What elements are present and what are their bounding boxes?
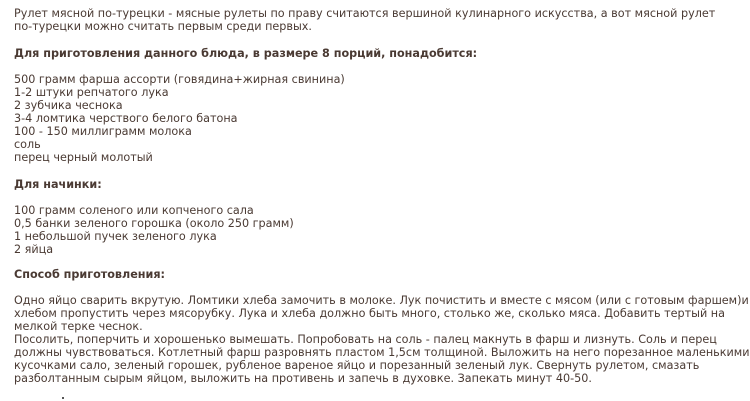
- ingredient-item: 1-2 штуки репчатого лука: [14, 86, 169, 99]
- filling-item: 1 небольшой пучек зеленого лука: [14, 230, 217, 243]
- method-line: Одно яйцо сварить вкрутую. Ломтики хлеба замочить в молоке. Лук почистить и вместе с мясом (или с готовым фаршем)и: [14, 294, 749, 307]
- ingredient-item: 2 зубчика чеснока: [14, 99, 123, 112]
- filling-item: 2 яйца: [14, 243, 54, 256]
- ingredients-heading: Для приготовления данного блюда, в размере 8 порций, понадобится:: [14, 47, 478, 60]
- method-heading: Способ приготовления:: [14, 268, 166, 281]
- bullet-dot: [62, 397, 64, 399]
- method-line: должны чувствоваться. Котлетный фарш разровнять пластом 1,5см толщиной. Выложить на него порезанное маленькими: [14, 346, 750, 359]
- intro-line-2: по-турецки можно считать первым среди первых.: [14, 20, 312, 33]
- ingredient-item: перец черный молотый: [14, 151, 153, 164]
- filling-heading: Для начинки:: [14, 178, 102, 191]
- filling-item: 100 грамм соленого или копченого сала: [14, 204, 254, 217]
- ingredient-item: 3-4 ломтика черствого белого батона: [14, 112, 238, 125]
- method-line: Посолить, поперчить и хорошенько вымешать. Попробовать на соль - палец макнуть в фарш и лизнуть. Соль и перец: [14, 333, 717, 346]
- ingredient-item: соль: [14, 138, 41, 151]
- ingredient-item: 500 грамм фарша ассорти (говядина+жирная свинина): [14, 73, 345, 86]
- method-line: мелкой терке чеснок.: [14, 320, 143, 333]
- intro-line-1: Рулет мясной по-турецки - мясные рулеты по праву считаются вершиной кулинарного искусства, а вот мясной рулет: [14, 7, 716, 20]
- method-line: кусочками сало, зеленый горошек, рубленое вареное яйцо и порезанный зеленый лук. Свернуть рулетом, смазать: [14, 359, 700, 372]
- method-line: хлебом пропустить через мясорубку. Лука и хлеба должно быть много, столько же, сколько мяса. Добавить тертый на: [14, 307, 725, 320]
- ingredient-item: 100 - 150 миллиграмм молока: [14, 125, 192, 138]
- method-line: разболтанным сырым яйцом, выложить на противень и запечь в духовке. Запекать минут 40-50.: [14, 372, 592, 385]
- filling-item: 0,5 банки зеленого горошка (около 250 грамм): [14, 217, 294, 230]
